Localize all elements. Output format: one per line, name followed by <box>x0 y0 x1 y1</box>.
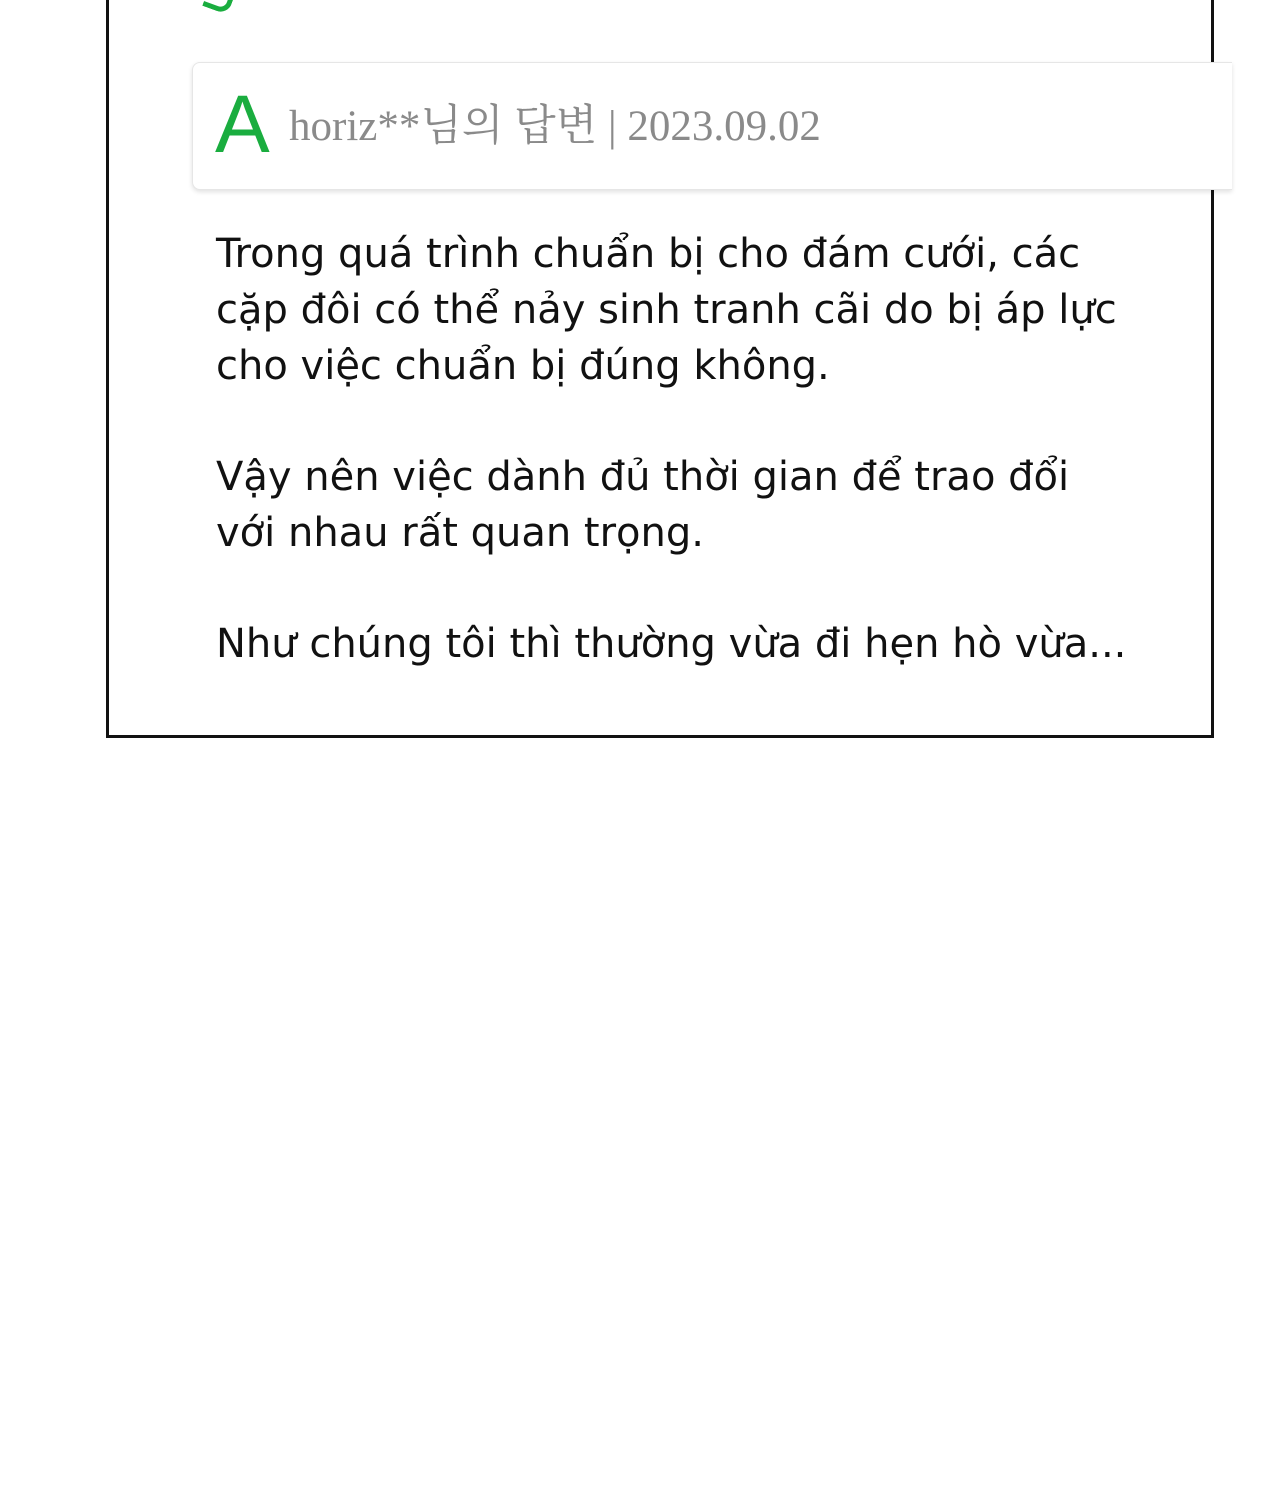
answer-body <box>216 226 1136 727</box>
answer-paragraph <box>216 226 1136 394</box>
answer-line: Vậy nên việc dành đủ thời gian để trao đổi <box>216 454 1070 500</box>
answer-author-date: horiz**님의 답변 | 2023.09.02 <box>289 103 821 150</box>
answer-line: cho việc chuẩn bị đúng không. <box>216 343 830 389</box>
answer-line: với nhau rất quan trọng. <box>216 510 704 556</box>
answer-paragraph <box>216 449 1136 561</box>
answer-line: Như chúng tôi thì thường vừa đi hẹn hò vừa... <box>216 621 1127 667</box>
answer-line: cặp đôi có thể nảy sinh tranh cãi do bị áp lực <box>216 287 1117 333</box>
answer-line: Trong quá trình chuẩn bị cho đám cưới, các <box>216 231 1081 277</box>
answer-mark-icon: A <box>215 79 270 170</box>
answer-header-card <box>192 62 1232 190</box>
answer-paragraph <box>216 616 1136 672</box>
